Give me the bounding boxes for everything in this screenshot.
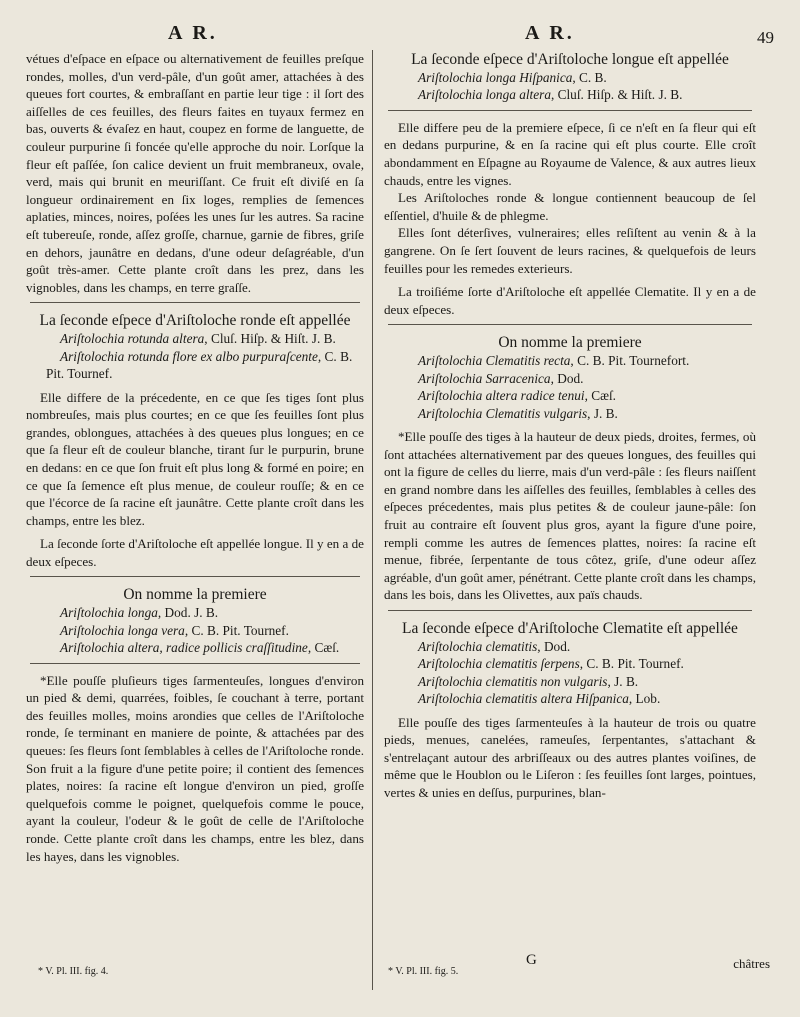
synonym-entry [384, 690, 756, 707]
authority: , Cluſ. Hiſp. & Hiſt. J. B. [550, 87, 683, 103]
authority: , Cluſ. Hiſp. & Hiſt. J. B. [204, 331, 336, 347]
paragraph: *Elle pouſſe pluſieurs tiges ſarmenteuſes, longues d'environ un pied & demi, quarrées, foibles, ſe couchant à terre, portant des feuilles molles, moins arondies que celles de l'Ariſtoloche ronde, ſe terminant en maniere de pointe, & attachées par des queues: ſes fleurs ſont ſemblables à celles de l'Ariſtoloche ronde. Son fruit a la figure d'une petite poire; il contient des ſemences plates, noires: ſa racine eſt longue d'environ un pied, groſſe quelquefois comme le poignet, quelquefois comme le pouce, ayant la couleur, l'odeur & le goût de celle de l'Ariſtoloche ronde. Cette plante croît dans les champs, entre les blez, dans les hayes, dans les vignobles. [26, 672, 364, 864]
synonym-entry [384, 69, 756, 86]
latin-name: Ariſtolochia clematitis ſerpens [418, 656, 580, 672]
section-heading: On nomme la premiere [123, 586, 267, 604]
synonym-entry [384, 673, 756, 690]
latin-name: Ariſtolochia longa [60, 605, 158, 621]
latin-name: Ariſtolochia Clematitis recta [418, 353, 571, 369]
section-heading: La ſeconde eſpece d'Ariſtoloche longue eſt appellée [411, 51, 729, 68]
synonym-entry [384, 655, 756, 672]
latin-name: Ariſtolochia longa Hiſpanica [418, 70, 573, 85]
section-rule [388, 110, 752, 111]
synonym-entry [384, 370, 756, 387]
authority: , J. B. [607, 673, 639, 689]
synonym-entry [384, 387, 756, 404]
latin-name: Ariſtolochia Sarracenica [418, 370, 551, 386]
latin-name: Ariſtolochia altera, radice pollicis craſſitudine [60, 640, 308, 656]
synonym-entry [26, 348, 364, 383]
catchword: châtres [733, 956, 770, 971]
section-heading: La ſeconde eſpece d'Ariſtoloche Clematite eſt appellée [402, 619, 738, 637]
left-column [26, 50, 364, 865]
right-column [384, 50, 756, 802]
latin-name: Ariſtolochia clematitis altera Hiſpanica [418, 691, 629, 707]
synonym-list [384, 638, 756, 708]
synonym-entry [26, 330, 364, 347]
latin-name: Ariſtolochia clematitis [418, 638, 538, 654]
paragraph: La ſeconde ſorte d'Ariſtoloche eſt appellée longue. Il y en a de deux eſpeces. [26, 536, 364, 569]
section-rule [30, 302, 360, 303]
column-divider [372, 50, 373, 990]
section-rule [388, 324, 752, 325]
latin-name: Ariſtolochia longa vera [60, 622, 185, 638]
paragraph: Elle differe peu de la premiere eſpece, ſi ce n'eſt en ſa fleur qui eſt en dedans purpurine, & en ſa racine qui eſt plus courte. Elle croît abondamment en Eſpagne au Royaume de Valence, & aux autres lieux chauds, entre les vignes. [384, 119, 756, 188]
authority: , Cæſ. [584, 388, 616, 404]
section-rule [388, 610, 752, 611]
synonym-list [26, 604, 364, 656]
authority: , Dod. [537, 638, 571, 654]
footnote-right: * V. Pl. III. fig. 5. [388, 966, 459, 977]
authority: , C. B. [572, 70, 607, 85]
footnote-left: * V. Pl. III. fig. 4. [38, 966, 109, 977]
synonym-list [384, 69, 756, 104]
authority: , C. B. Pit. Tournefort. [570, 353, 690, 369]
synonym-entry [384, 86, 756, 103]
synonym-entry [384, 352, 756, 369]
latin-name: Ariſtolochia longa altera [418, 87, 551, 103]
paragraph: Elle pouſſe des tiges ſarmenteuſes à la hauteur de trois ou quatre pieds, menues, canelées, rameuſes, ſerpentantes, s'attachant & s'entrelaçant autour des arbriſſeaux ou des autres plantes voiſines, de même que le Houblon ou le Liſeron : ſes feuilles ſont larges, pointues, vertes & unies en deſſus, purpurines, blan- [384, 714, 756, 800]
latin-name: Ariſtolochia clematitis non vulgaris [418, 673, 608, 689]
paragraph: La troiſiéme ſorte d'Ariſtoloche eſt appellée Clematite. Il y en a de deux eſpeces. [384, 284, 756, 317]
running-head-right: A R. [525, 22, 575, 44]
paragraph: Les Ariſtoloches ronde & longue contiennent beaucoup de ſel eſſentiel, d'huile & de phlegme. [384, 190, 756, 223]
authority: , J. B. [587, 405, 618, 421]
latin-name: Ariſtolochia Clematitis vulgaris [418, 405, 588, 421]
signature-mark: G [526, 952, 537, 968]
synonym-entry [26, 639, 364, 656]
section-heading: La ſeconde eſpece d'Ariſtoloche ronde eſt appellée [39, 312, 351, 330]
synonym-entry [384, 638, 756, 655]
synonym-entry [26, 622, 364, 639]
page-number: 49 [757, 28, 774, 47]
authority: , Lob. [628, 691, 661, 707]
paragraph: *Elle pouſſe des tiges à la hauteur de deux pieds, droites, fermes, où ſont attachées alternativement par des queues longues, des feuilles qui ont la figure de celles du lierre, mais d'un verd-pâle : ſes fleurs naiſſent en grand nombre dans les aiſſelles des feuilles, ſemblables à celles des eſpeces précedentes, mais plus petites & de couleur jaune-pâle: ſon fruit au contraire eſt ſouvent plus gros, ayant la figure d'une poire, rempli comme les autres de ſemences plattes, noires: ſa racine eſt menue, fibrée, ſerpentante de tous côtez, griſe, d'une odeur aſſez agréable, d'un goût amer, pénétrant. Cette plante croît dans les champs, dans les bois, dans les Olivettes, aux païs chauds. [384, 428, 756, 603]
synonym-list [26, 330, 364, 382]
latin-name: Ariſtolochia altera radice tenui [418, 388, 585, 404]
paragraph: Elles ſont déterſives, vulneraires; elles reſiſtent au venin & à la gangrene. On ſe ſert ſouvent de leurs racines, & quelquefois de leurs feuilles pour les remedes exterieurs. [384, 225, 756, 276]
authority: , Cæſ. [307, 640, 340, 656]
running-head-left: A R. [168, 22, 218, 44]
section-rule [30, 663, 360, 664]
synonym-list [384, 352, 756, 422]
latin-name: Ariſtolochia rotunda flore ex albo purpuraſcente [60, 348, 318, 364]
synonym-entry [26, 604, 364, 621]
authority: , C. B. Pit. Tournef. [184, 622, 289, 638]
paragraph: Elle differe de la précedente, en ce que ſes tiges ſont plus nombreuſes, mais plus courtes; en ce que ſes feuilles ſont plus grandes, oblongues, attachées à des queues plus longues; en ce que ſa fleur eſt de couleur blanche, tirant ſur le purpurin, brune en dedans: en ce que ſon fruit eſt plus long & formé en poire; en ce que ſa ſemence eſt plus menue, de couleur rouſſe; & en ce que l'écorce de ſa racine eſt jaunâtre. Cette plante croît dans les champs, entre les blez. [26, 389, 364, 528]
synonym-entry [384, 405, 756, 422]
authority: , C. B. Pit. Tournef. [46, 348, 353, 382]
section-heading: On nomme la premiere [498, 334, 642, 352]
authority: , C. B. Pit. Tournef. [579, 656, 684, 672]
paragraph: vétues d'eſpace en eſpace ou alternativement de feuilles preſque rondes, molles, d'un verd-pâle, d'un goût amer, attachées à des queues fort courtes, & embraſſant en partie leur tige : il ſort des aiſſelles de ces feuilles, des fleurs faites en tuyaux fermez en bas, ouverts & évaſez en haut, coupez en forme de languette, de couleur purpurine ſi foncée qu'elle approche du noir. Lorſque la fleur eſt paſſée, ſon calice devient un fruit membraneux, ovale, verd, mais qui brunit en meuriſſant. Ce fruit eſt diviſé en ſa longueur ordinairement en ſix loges, remplies de ſemences aplaties, minces, noires, poſées les unes ſur les autres. Sa racine eſt tubereuſe, ronde, aſſez groſſe, charnue, garnie de fibres, griſe en dehors, jaunâtre en dedans, d'une odeur deſagréable, d'un goût très-amer. Cette plante croît dans les prez, dans les vignobles, dans les champs, en terre graſſe. [26, 51, 364, 295]
latin-name: Ariſtolochia rotunda altera [60, 331, 205, 347]
authority: , Dod. [550, 370, 584, 386]
section-rule [30, 576, 360, 577]
authority: , Dod. J. B. [157, 605, 219, 621]
